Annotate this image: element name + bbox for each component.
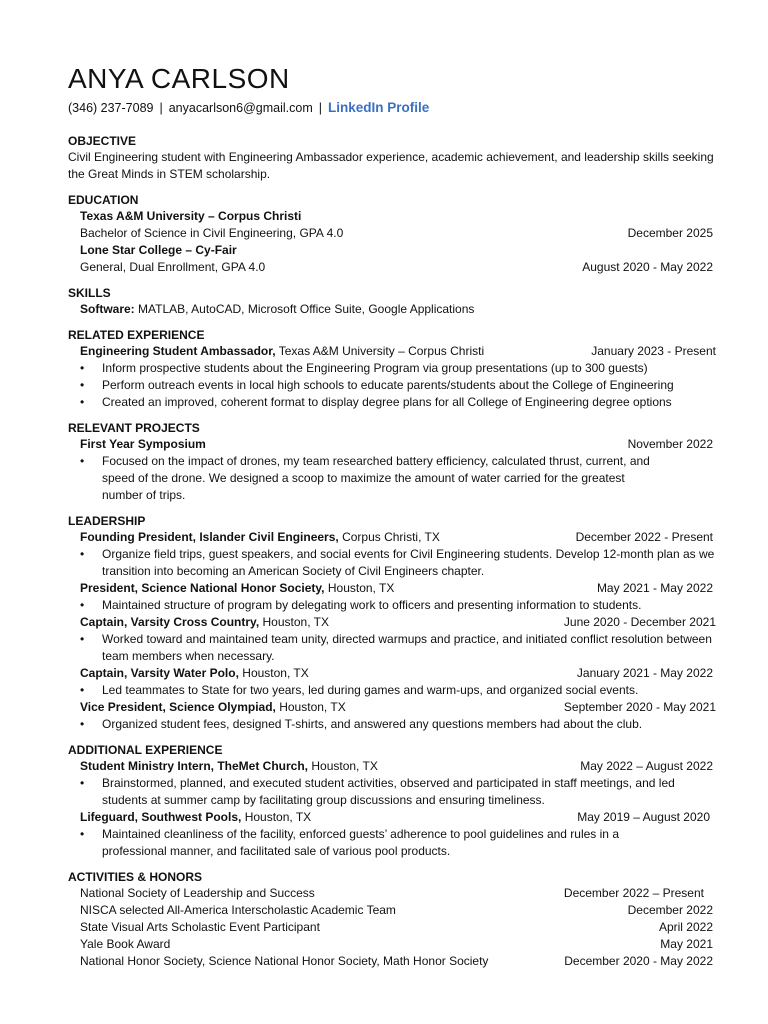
honor-name: NISCA selected All-America Interscholastic Academic Team xyxy=(80,903,396,917)
education-school xyxy=(68,242,716,259)
email-address: anyacarlson6@gmail.com xyxy=(168,101,313,115)
related-experience-section xyxy=(68,327,716,411)
place: Corpus Christi, TX xyxy=(342,530,440,544)
bullet-item: • Organized student fees, designed T-shirts, and answered any questions members had about the club. xyxy=(102,716,716,733)
section-title: RELEVANT PROJECTS xyxy=(68,421,200,435)
bullet-item: • Perform outreach events in local high schools to educate parents/students about the College of Engineering xyxy=(102,377,716,394)
place: Houston, TX xyxy=(279,700,346,714)
bullet-list xyxy=(68,631,716,665)
place: Houston, TX xyxy=(244,810,312,824)
date: May 2021 xyxy=(660,937,713,951)
honor-item xyxy=(68,936,716,953)
leadership-header xyxy=(68,529,716,546)
bullet-item: • Brainstormed, planned, and executed student activities, observed and participated in staff meetings, and led students at summer camp by facilitating group discussions and ensuring timeliness. xyxy=(102,775,716,809)
degree: General, Dual Enrollment, GPA 4.0 xyxy=(80,260,266,274)
phone-number: (346) 237-7089 xyxy=(68,101,154,115)
date: December 2022 - Present xyxy=(575,530,713,544)
bullet-list xyxy=(68,597,716,614)
honor-item xyxy=(68,885,716,902)
honor-name: Yale Book Award xyxy=(80,937,171,951)
leadership-section xyxy=(68,513,716,733)
applicant-name: ANYA CARLSON xyxy=(68,63,290,94)
honor-item xyxy=(68,919,716,936)
experience-header xyxy=(68,809,716,826)
bullet-item: • Organize field trips, guest speakers, and social events for Civil Engineering students. Develop 12-month plan as we transition into becoming an American Society of Civil Engineers chapter. xyxy=(102,546,724,580)
section-title: ACTIVITIES & HONORS xyxy=(68,870,203,884)
honor-item xyxy=(68,902,716,919)
section-title: SKILLS xyxy=(68,286,111,300)
place: Houston, TX xyxy=(262,615,329,629)
role: Captain, Varsity Cross Country, xyxy=(80,615,260,629)
education-section xyxy=(68,192,716,276)
school-name: Lone Star College – Cy-Fair xyxy=(80,243,237,257)
date: August 2020 - May 2022 xyxy=(582,260,713,274)
school-name: Texas A&M University – Corpus Christi xyxy=(80,209,302,223)
place: Houston, TX xyxy=(311,759,378,773)
section-title: EDUCATION xyxy=(68,193,139,207)
skills-line xyxy=(68,301,716,318)
bullet-item: • Maintained structure of program by delegating work to officers and presenting information to students. xyxy=(102,597,716,614)
leadership-header xyxy=(68,614,716,631)
education-degree xyxy=(68,259,716,276)
date: December 2022 xyxy=(627,903,713,917)
date: January 2023 - Present xyxy=(591,344,716,358)
education-school xyxy=(68,208,716,225)
project-header xyxy=(68,436,716,453)
experience-header xyxy=(68,343,716,360)
place: Houston, TX xyxy=(327,581,395,595)
bullet-list xyxy=(68,826,716,860)
honor-name: National Society of Leadership and Success xyxy=(80,886,315,900)
role: Lifeguard, Southwest Pools, xyxy=(80,810,242,824)
date: September 2020 - May 2021 xyxy=(563,700,716,714)
additional-experience-section xyxy=(68,742,716,860)
date: June 2020 - December 2021 xyxy=(563,615,716,629)
date: November 2022 xyxy=(627,437,713,451)
experience-header xyxy=(68,758,716,775)
skills-label: Software: xyxy=(80,302,135,316)
leadership-header xyxy=(68,580,716,597)
linkedin-link[interactable]: LinkedIn Profile xyxy=(328,100,430,115)
separator: | xyxy=(318,101,322,115)
date: December 2022 – Present xyxy=(563,886,704,900)
role: President, Science National Honor Society, xyxy=(80,581,325,595)
bullet-list xyxy=(68,716,716,733)
role: Student Ministry Intern, TheMet Church, xyxy=(80,759,309,773)
separator: | xyxy=(159,101,163,115)
bullet-item: • Focused on the impact of drones, my team researched battery efficiency, calculated thrust, current, and speed of the drone. We designed a scoop to maximize the amount of water carried for the greatest number of trips. xyxy=(102,453,666,504)
date: April 2022 xyxy=(658,920,713,934)
date: December 2025 xyxy=(627,226,713,240)
section-title: RELATED EXPERIENCE xyxy=(68,328,205,342)
honor-name: National Honor Society, Science National Honor Society, Math Honor Society xyxy=(80,954,489,968)
honor-item xyxy=(68,953,716,970)
skills-text: MATLAB, AutoCAD, Microsoft Office Suite, Google Applications xyxy=(138,302,475,316)
bullet-list xyxy=(68,453,716,504)
role: Engineering Student Ambassador, xyxy=(80,344,276,358)
organization: Texas A&M University – Corpus Christi xyxy=(278,344,485,358)
date: May 2022 – August 2022 xyxy=(580,759,713,773)
leadership-header xyxy=(68,665,716,682)
bullet-item: • Led teammates to State for two years, led during games and warm-ups, and organized social events. xyxy=(102,682,716,699)
bullet-list xyxy=(68,546,724,580)
skills-section xyxy=(68,285,716,318)
place: Houston, TX xyxy=(242,666,309,680)
bullet-list xyxy=(68,775,716,809)
objective-section xyxy=(68,133,716,183)
date: May 2019 – August 2020 xyxy=(577,810,710,824)
education-degree xyxy=(68,225,716,242)
honor-name: State Visual Arts Scholastic Event Participant xyxy=(80,920,320,934)
bullet-item: • Created an improved, coherent format to display degree plans for all College of Engineering degree options xyxy=(102,394,716,411)
contact-line xyxy=(68,99,716,117)
projects-section xyxy=(68,420,716,504)
honors-section xyxy=(68,869,716,970)
section-title: OBJECTIVE xyxy=(68,134,137,148)
bullet-item: • Inform prospective students about the Engineering Program via group presentations (up to 300 guests) xyxy=(102,360,716,377)
section-title: ADDITIONAL EXPERIENCE xyxy=(68,743,223,757)
degree: Bachelor of Science in Civil Engineering, GPA 4.0 xyxy=(80,226,344,240)
bullet-list xyxy=(68,682,716,699)
bullet-item: • Maintained cleanliness of the facility, enforced guests’ adherence to pool guidelines and rules in a professional manner, and facilitated sale of various pool products. xyxy=(102,826,636,860)
role: Captain, Varsity Water Polo, xyxy=(80,666,239,680)
role: Founding President, Islander Civil Engineers, xyxy=(80,530,339,544)
objective-text: Civil Engineering student with Engineering Ambassador experience, academic achievement, and leadership skills seeking the Great Minds in STEM scholarship. xyxy=(68,150,714,181)
section-title: LEADERSHIP xyxy=(68,514,146,528)
date: December 2020 - May 2022 xyxy=(564,954,713,968)
leadership-header xyxy=(68,699,716,716)
date: January 2021 - May 2022 xyxy=(576,666,713,680)
project-name: First Year Symposium xyxy=(80,437,206,451)
bullet-item: • Worked toward and maintained team unity, directed warmups and practice, and initiated conflict resolution between team members when necessary. xyxy=(102,631,716,665)
bullet-list xyxy=(68,360,716,411)
date: May 2021 - May 2022 xyxy=(596,581,713,595)
role: Vice President, Science Olympiad, xyxy=(80,700,276,714)
